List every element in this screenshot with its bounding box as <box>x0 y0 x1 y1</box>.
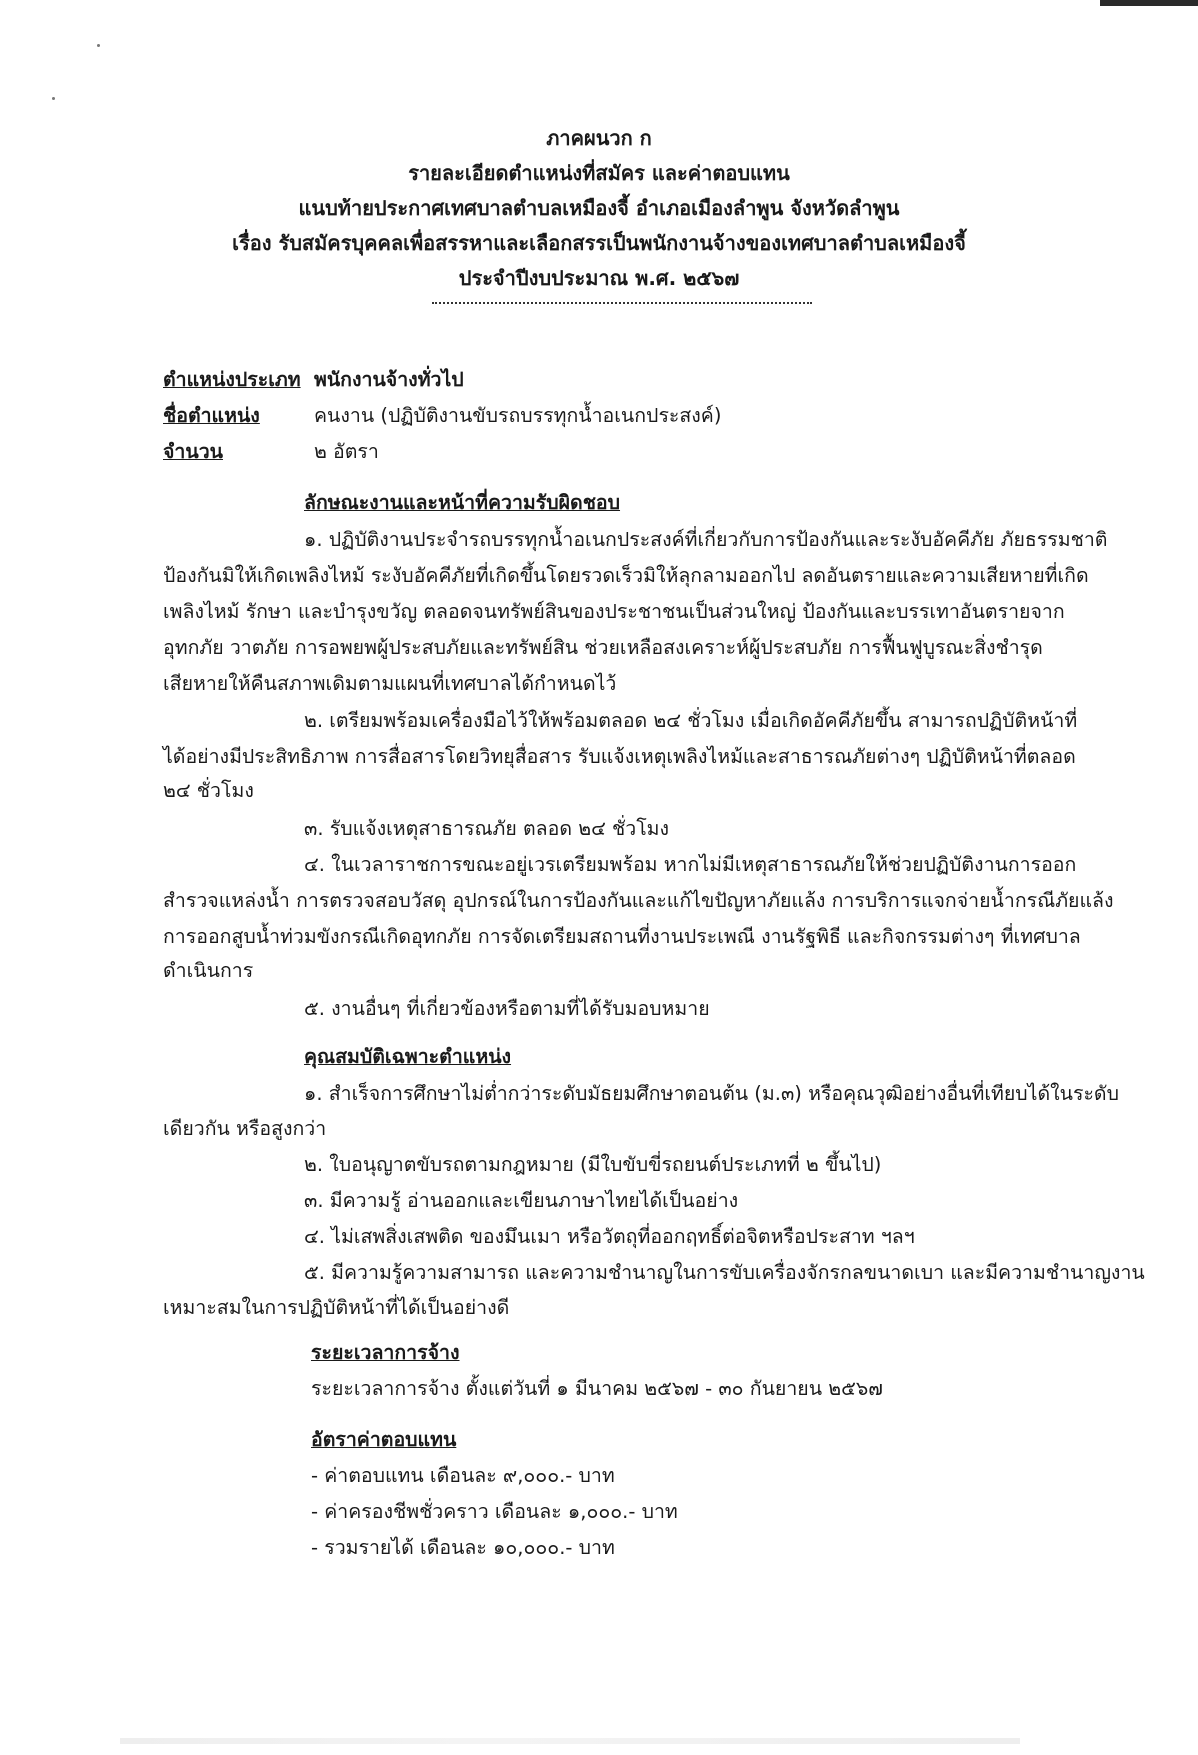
scan-bottom-artifact <box>120 1738 1020 1744</box>
duties-line: ป้องกันมิให้เกิดเพลิงไหม้ ระงับอัคคีภัยที่เกิดขึ้นโดยรวดเร็วมิให้ลุกลามออกไป ลดอันตรายและความเสียหายที่เกิด <box>163 564 1089 587</box>
duties-line: ได้อย่างมีประสิทธิภาพ การสื่อสารโดยวิทยุสื่อสาร รับแจ้งเหตุเพลิงไหม้และสาธารณภัยต่างๆ ปฏิบัติหน้าที่ตลอด <box>163 745 1076 768</box>
position-name-label: ชื่อตำแหน่ง <box>163 404 260 427</box>
duties-line: สำรวจแหล่งน้ำ การตรวจสอบวัสดุ อุปกรณ์ในการป้องกันและแก้ไขปัญหาภัยแล้ง การบริการแจกจ่ายน้ำกรณีภัยแล้ง <box>163 889 1114 912</box>
duties-line: ๔. ในเวลาราชการขณะอยู่เวรเตรียมพร้อม หากไม่มีเหตุสาธารณภัยให้ช่วยปฏิบัติงานการออก <box>304 853 1077 876</box>
qualification-line: เหมาะสมในการปฏิบัติหน้าที่ได้เป็นอย่างดี <box>163 1296 510 1319</box>
employment-period-heading: ระยะเวลาการจ้าง <box>311 1341 460 1364</box>
duties-line: ๒๔ ชั่วโมง <box>163 779 254 802</box>
appendix-title: ภาคผนวก ก <box>546 126 652 150</box>
compensation-line: - ค่าตอบแทน เดือนละ ๙,๐๐๐.- บาท <box>311 1464 615 1487</box>
subject-line: เรื่อง รับสมัครบุคคลเพื่อสรรหาและเลือกสรรเป็นพนักงานจ้างของเทศบาลตำบลเหมืองจี้ <box>232 231 966 255</box>
attachment-line: แนบท้ายประกาศเทศบาลตำบลเหมืองจี้ อำเภอเมืองลำพูน จังหวัดลำพูน <box>298 196 900 220</box>
compensation-line: - ค่าครองชีพชั่วคราว เดือนละ ๑,๐๐๐.- บาท <box>311 1500 678 1523</box>
compensation-line: - รวมรายได้ เดือนละ ๑๐,๐๐๐.- บาท <box>311 1536 615 1559</box>
position-name-value: คนงาน (ปฏิบัติงานขับรถบรรทุกน้ำอเนกประสงค์) <box>314 404 722 427</box>
compensation-heading: อัตราค่าตอบแทน <box>311 1428 457 1451</box>
qualification-line: ๑. สำเร็จการศึกษาไม่ต่ำกว่าระดับมัธยมศึกษาตอนต้น (ม.๓) หรือคุณวุฒิอย่างอื่นที่เทียบได้ในระดับ <box>304 1082 1119 1105</box>
duties-line: เสียหายให้คืนสภาพเดิมตามแผนที่เทศบาลได้กำหนดไว้ <box>163 672 617 695</box>
position-count-label: จำนวน <box>163 440 223 463</box>
duties-line: ดำเนินการ <box>163 959 254 982</box>
position-count-value: ๒ อัตรา <box>314 440 379 463</box>
document-title: รายละเอียดตำแหน่งที่สมัคร และค่าตอบแทน <box>408 161 790 185</box>
scan-edge-shadow <box>1100 0 1198 6</box>
duties-line: การออกสูบน้ำท่วมขังกรณีเกิดอุทกภัย การจัดเตรียมสถานที่งานประเพณี งานรัฐพิธี และกิจกรรมต่างๆ ที่เทศบาล <box>163 925 1081 948</box>
fiscal-year-line: ประจำปีงบประมาณ พ.ศ. ๒๕๖๗ <box>458 266 740 290</box>
qualification-line: ๓. มีความรู้ อ่านออกและเขียนภาษาไทยได้เป็นอย่าง <box>304 1189 739 1212</box>
header-dotted-divider <box>432 302 812 304</box>
qualification-line: ๒. ใบอนุญาตขับรถตามกฎหมาย (มีใบขับขี่รถยนต์ประเภทที่ ๒ ขึ้นไป) <box>304 1153 882 1176</box>
duties-line: ๑. ปฏิบัติงานประจำรถบรรทุกน้ำอเนกประสงค์ที่เกี่ยวกับการป้องกันและระงับอัคคีภัย ภัยธรรมชาติ <box>304 528 1108 551</box>
position-type-value: พนักงานจ้างทั่วไป <box>314 368 464 391</box>
qualification-line: ๕. มีความรู้ความสามารถ และความชำนาญในการขับเครื่องจักรกลขนาดเบา และมีความชำนาญงาน <box>304 1261 1145 1284</box>
duties-line: ๕. งานอื่นๆ ที่เกี่ยวข้องหรือตามที่ได้รับมอบหมาย <box>304 997 710 1020</box>
duties-line: ๓. รับแจ้งเหตุสาธารณภัย ตลอด ๒๔ ชั่วโมง <box>304 817 670 840</box>
duties-line: ๒. เตรียมพร้อมเครื่องมือไว้ให้พร้อมตลอด ๒๔ ชั่วโมง เมื่อเกิดอัคคีภัยขึ้น สามารถปฏิบัติหน้าที่ <box>304 709 1078 732</box>
qualification-line: ๔. ไม่เสพสิ่งเสพติด ของมึนเมา หรือวัตถุที่ออกฤทธิ์ต่อจิตหรือประสาท ฯลฯ <box>304 1225 915 1248</box>
duties-heading: ลักษณะงานและหน้าที่ความรับผิดชอบ <box>304 491 621 514</box>
qualification-line: เดียวกัน หรือสูงกว่า <box>163 1117 327 1140</box>
scan-speck <box>52 97 55 100</box>
scan-speck <box>97 44 100 47</box>
position-type-label: ตำแหน่งประเภท <box>163 368 301 391</box>
duties-line: อุทกภัย วาตภัย การอพยพผู้ประสบภัยและทรัพย์สิน ช่วยเหลือสงเคราะห์ผู้ประสบภัย การฟื้นฟูบูรณะสิ่งชำรุด <box>163 636 1043 659</box>
qualifications-heading: คุณสมบัติเฉพาะตำแหน่ง <box>304 1045 512 1068</box>
employment-period-text: ระยะเวลาการจ้าง ตั้งแต่วันที่ ๑ มีนาคม ๒๕๖๗ - ๓๐ กันยายน ๒๕๖๗ <box>311 1377 883 1400</box>
duties-line: เพลิงไหม้ รักษา และบำรุงขวัญ ตลอดจนทรัพย์สินของประชาชนเป็นส่วนใหญ่ ป้องกันและบรรเทาอันตรายจาก <box>163 600 1065 623</box>
